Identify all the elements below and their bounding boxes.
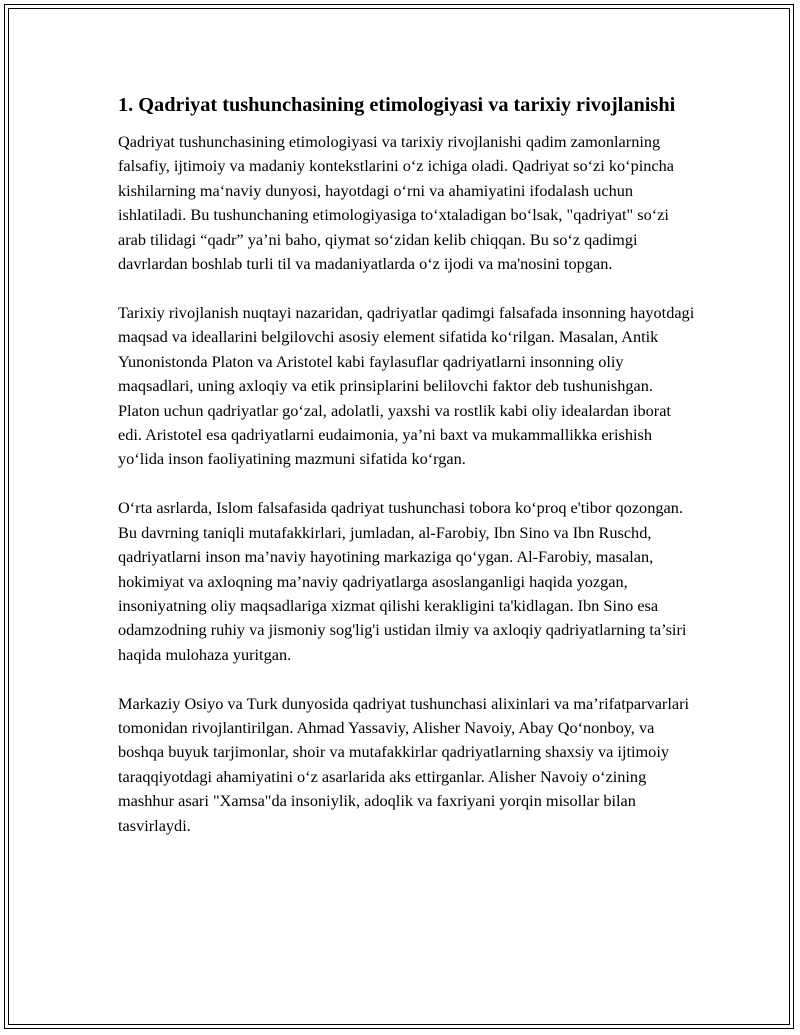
paragraph-central-asia: Markaziy Osiyo va Turk dunyosida qadriyat tushunchasi alixinlari va ma’rifatparvarlari tomonidan rivojlantirilgan. Ahmad Yassaviy, Alisher Navoiy, Abay Qo‘nonboy, va boshqa buyuk tarjimonlar, shoir va mutafakkirlar qadriyatlarning shaxsiy va ijtimoiy taraqqiyotdagi ahamiyatini o‘z asarlarida aks ettirganlar. Alisher Navoiy o‘zining mashhur asari "Xamsa"da insoniylik, adoqlik va faxriyani yorqin misollar bilan tasvirlaydi.: [118, 693, 690, 835]
document-body: [118, 92, 698, 863]
section-heading: 1. Qadriyat tushunchasining etimologiyasi va tarixiy rivojlanishi: [118, 94, 676, 116]
paragraph-ancient-philosophy: Tarixiy rivojlanish nuqtayi nazaridan, qadriyatlar qadimgi falsafada insonning hayotdagi maqsad va ideallarini belgilovchi asosiy element sifatida ko‘rilgan. Masalan, Antik Yunonistonda Platon va Aristotel kabi faylasuflar qadriyatlarni insonning oliy maqsadlari, uning axloqiy va etik prinsiplarini belilovchi faktor deb tushunishgan. Platon uchun qadriyatlar go‘zal, adolatli, yaxshi va rostlik kabi oliy idealardan iborat edi. Aristotel esa qadriyatlarni eudaimonia, ya’ni baxt va mukammallikka erishish yo‘lida inson faoliyatining mazmuni sifatida ko‘rgan.: [118, 302, 695, 469]
paragraph-etymology: Qadriyat tushunchasining etimologiyasi va tarixiy rivojlanishi qadim zamonlarning falsafiy, ijtimoiy va madaniy kontekstlarini o‘z ichiga oladi. Qadriyat so‘zi ko‘pincha kishilarning ma‘naviy dunyosi, hayotdagi o‘rni va ahamiyatini ifodalash uchun ishlatiladi. Bu tushunchaning etimologiyasiga to‘xtaladigan bo‘lsak, "qadriyat" so‘zi arab tilidagi “qadr” ya’ni baho, qiymat so‘zidan kelib chiqqan. Bu so‘z qadimgi davrlardan boshlab turli til va madaniyatlarda o‘z ijodi va ma'nosini topgan.: [118, 132, 674, 274]
paragraph-islamic-philosophy: O‘rta asrlarda, Islom falsafasida qadriyat tushunchasi tobora ko‘proq e'tibor qozongan. Bu davrning taniqli mutafakkirlari, jumladan, al-Farobiy, Ibn Sino va Ibn Ruschd, qadriyatlarni inson ma’naviy hayotining markaziga qo‘ygan. Al-Farobiy, masalan, hokimiyat va axloqning ma’naviy qadriyatlarga asoslanganligi haqida yozgan, insoniyatning oliy maqsadlariga xizmat qilishi kerakligini ta'kidlagan. Ibn Sino esa odamzodning ruhiy va jismoniy sog'lig'i ustidan ilmiy va axloqiy qadriyatlarning ta’siri haqida mulohaza yuritgan.: [118, 498, 687, 664]
